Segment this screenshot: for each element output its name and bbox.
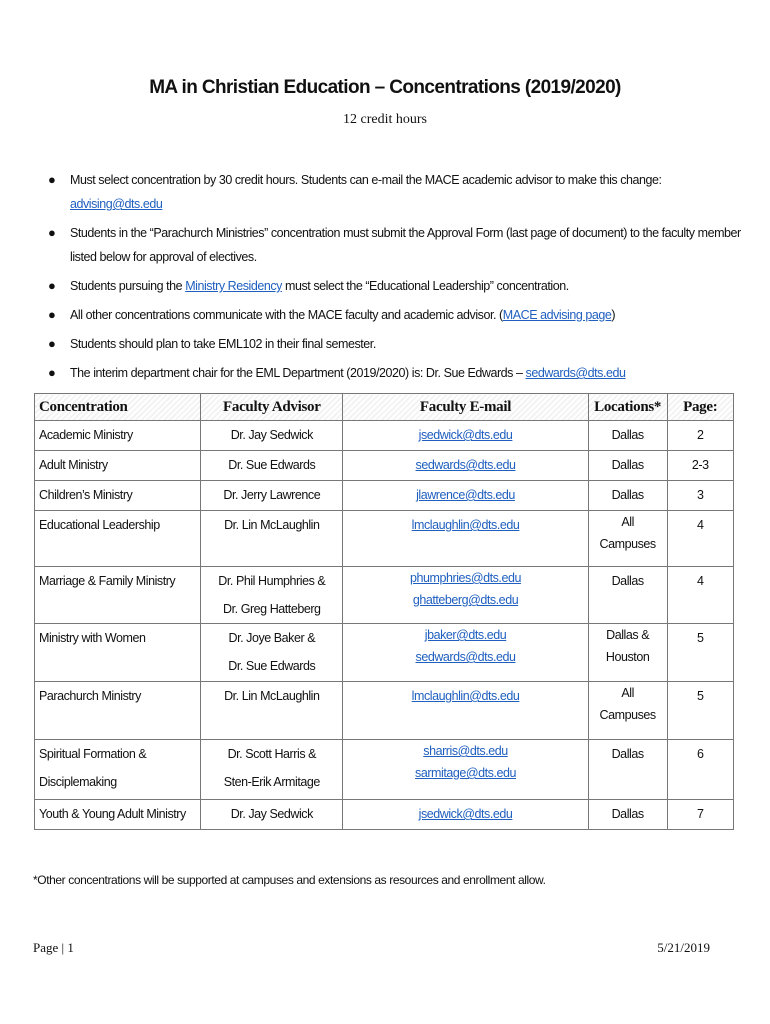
concentration-cell-line: Parachurch Ministry (39, 689, 141, 703)
location-cell-line: Dallas & (606, 628, 650, 642)
page-number-value: 2 (697, 428, 704, 442)
ministry-residency-link[interactable]: Ministry Residency (185, 279, 282, 293)
advisor-cell-line: Dr. Sue Edwards (228, 659, 316, 673)
concentration-cell (35, 567, 201, 624)
location-cell (588, 567, 667, 624)
page-number-value: 7 (697, 807, 704, 821)
page-cell (667, 624, 733, 682)
bullet-item: ● Students pursuing the Ministry Residency must select the “Educational Leadership” concentration. (48, 274, 748, 298)
email-cell (343, 800, 588, 830)
location-cell (588, 740, 667, 800)
page-number-value: 2-3 (691, 458, 709, 472)
advisor-cell (201, 567, 343, 624)
table-row (35, 567, 734, 624)
document-date: 5/21/2019 (657, 940, 710, 955)
location-cell (588, 800, 667, 830)
email-link[interactable]: ghatteberg@dts.edu (412, 593, 519, 607)
concentration-cell-line: Spiritual Formation & (39, 747, 147, 761)
bullet-icon: ● (48, 336, 56, 351)
email-cell (343, 451, 588, 481)
advisor-cell (201, 481, 343, 511)
location-cell-line: Campuses (599, 537, 656, 551)
advisor-cell (201, 421, 343, 451)
table-row (35, 511, 734, 567)
page-number-value: 4 (697, 518, 704, 532)
concentration-cell (35, 451, 201, 481)
table-row (35, 740, 734, 800)
page-number-value: 4 (697, 574, 704, 588)
advisor-cell-line: Dr. Lin McLaughlin (224, 518, 320, 532)
email-cell (343, 511, 588, 567)
advisor-cell (201, 451, 343, 481)
concentration-cell (35, 481, 201, 511)
advisor-cell-line: Dr. Jay Sedwick (230, 807, 313, 821)
bullet-icon: ● (48, 365, 56, 380)
table-row (35, 624, 734, 682)
advisor-cell-line: Dr. Joye Baker & (228, 631, 316, 645)
concentration-cell (35, 421, 201, 451)
email-link[interactable]: phumphries@dts.edu (410, 571, 521, 585)
concentration-cell (35, 740, 201, 800)
page-cell (667, 682, 733, 740)
location-cell-line: Dallas (611, 428, 644, 442)
requirements-list (48, 168, 748, 390)
advisor-cell (201, 800, 343, 830)
email-link[interactable]: lmclaughlin@dts.edu (411, 518, 520, 532)
email-cell (343, 624, 588, 682)
header-faculty-advisor: Faculty Advisor (201, 394, 343, 421)
location-cell (588, 624, 667, 682)
bullet-icon: ● (48, 278, 56, 293)
location-cell (588, 451, 667, 481)
advisor-cell-line: Dr. Jerry Lawrence (223, 488, 321, 502)
header-concentration: Concentration (35, 394, 201, 421)
mace-advising-page-link[interactable]: MACE advising page (502, 308, 612, 322)
advising-email-link[interactable]: advising@dts.edu (70, 197, 163, 211)
page-number: Page | 1 (33, 940, 74, 955)
table-row (35, 481, 734, 511)
concentration-cell-line: Educational Leadership (39, 518, 160, 532)
bullet-item: ● Students should plan to take EML102 in their final semester. (48, 332, 748, 356)
concentration-cell-line: Adult Ministry (39, 458, 108, 472)
concentration-cell-line: Academic Ministry (39, 428, 133, 442)
table-header-row (35, 394, 734, 421)
page-cell (667, 451, 733, 481)
chair-email-link[interactable]: sedwards@dts.edu (525, 366, 626, 380)
location-cell (588, 682, 667, 740)
location-cell-line: All (621, 515, 634, 529)
email-cell (343, 682, 588, 740)
table-row (35, 800, 734, 830)
document-subtitle: 12 credit hours (343, 112, 427, 127)
advisor-cell-line: Dr. Greg Hatteberg (223, 602, 321, 616)
concentration-cell (35, 682, 201, 740)
email-link[interactable]: sharris@dts.edu (423, 744, 508, 758)
bullet-icon: ● (48, 172, 56, 187)
email-link[interactable]: jsedwick@dts.edu (418, 428, 513, 442)
concentration-cell-line: Ministry with Women (39, 631, 146, 645)
location-cell-line: Dallas (611, 574, 644, 588)
concentration-cell-line: Marriage & Family Ministry (39, 574, 176, 588)
location-cell-line: Dallas (611, 488, 644, 502)
page-cell (667, 800, 733, 830)
advisor-cell (201, 511, 343, 567)
email-link[interactable]: jlawrence@dts.edu (416, 488, 515, 502)
table-row (35, 421, 734, 451)
page-cell (667, 567, 733, 624)
concentration-cell (35, 624, 201, 682)
bullet-item: ● All other concentrations communicate with the MACE faculty and academic advisor. (MACE advising page) (48, 303, 748, 327)
header-page: Page: (667, 394, 733, 421)
location-cell-line: Dallas (611, 458, 644, 472)
page-cell (667, 421, 733, 451)
location-cell (588, 421, 667, 451)
page-number-value: 5 (697, 631, 704, 645)
advisor-cell-line: Dr. Phil Humphries & (218, 574, 326, 588)
email-link[interactable]: jsedwick@dts.edu (418, 807, 513, 821)
concentration-cell (35, 511, 201, 567)
header-faculty-email: Faculty E-mail (343, 394, 588, 421)
advisor-cell-line: Dr. Sue Edwards (228, 458, 316, 472)
footnote: *Other concentrations will be supported at campuses and extensions as resources and enrollment allow. (33, 873, 546, 887)
page-cell (667, 740, 733, 800)
location-cell-line: Dallas (611, 807, 644, 821)
email-cell (343, 481, 588, 511)
bullet-item: ● Must select concentration by 30 credit hours. Students can e-mail the MACE academic advisor to make this change: advising@dts.edu (48, 168, 748, 216)
bullet-item: ● Students in the “Parachurch Ministries” concentration must submit the Approval Form (last page of document) to the faculty member listed below for approval of electives. (48, 221, 748, 269)
page-number-value: 6 (697, 747, 704, 761)
advisor-cell-line: Dr. Lin McLaughlin (224, 689, 320, 703)
concentration-cell-line: Disciplemaking (39, 775, 117, 789)
advisor-cell-line: Dr. Scott Harris & (227, 747, 317, 761)
email-link[interactable]: sarmitage@dts.edu (415, 766, 516, 780)
email-link[interactable]: lmclaughlin@dts.edu (411, 689, 520, 703)
advisor-cell (201, 624, 343, 682)
email-cell (343, 421, 588, 451)
email-link[interactable]: sedwards@dts.edu (415, 650, 516, 664)
email-cell (343, 740, 588, 800)
bullet-icon: ● (48, 307, 56, 322)
page-cell (667, 481, 733, 511)
advisor-cell (201, 682, 343, 740)
concentrations-table (34, 393, 734, 830)
advisor-cell-line: Sten-Erik Armitage (223, 775, 320, 789)
document-title: MA in Christian Education – Concentrations (2019/2020) (149, 77, 621, 98)
email-link[interactable]: sedwards@dts.edu (415, 458, 516, 472)
location-cell-line: Houston (605, 650, 650, 664)
location-cell (588, 481, 667, 511)
concentration-cell-line: Youth & Young Adult Ministry (39, 807, 186, 821)
header-locations: Locations* (588, 394, 667, 421)
location-cell-line: Campuses (599, 708, 656, 722)
concentration-cell (35, 800, 201, 830)
page-number-value: 3 (697, 488, 704, 502)
table-row (35, 682, 734, 740)
location-cell-line: All (621, 686, 634, 700)
advisor-cell-line: Dr. Jay Sedwick (230, 428, 313, 442)
page-number-value: 5 (697, 689, 704, 703)
bullet-icon: ● (48, 225, 56, 240)
page-cell (667, 511, 733, 567)
bullet-item: ● The interim department chair for the EML Department (2019/2020) is: Dr. Sue Edwards – sedwards@dts.edu (48, 361, 748, 385)
advisor-cell (201, 740, 343, 800)
table-row (35, 451, 734, 481)
concentration-cell-line: Children’s Ministry (39, 488, 133, 502)
email-link[interactable]: jbaker@dts.edu (424, 628, 507, 642)
email-cell (343, 567, 588, 624)
location-cell-line: Dallas (611, 747, 644, 761)
location-cell (588, 511, 667, 567)
